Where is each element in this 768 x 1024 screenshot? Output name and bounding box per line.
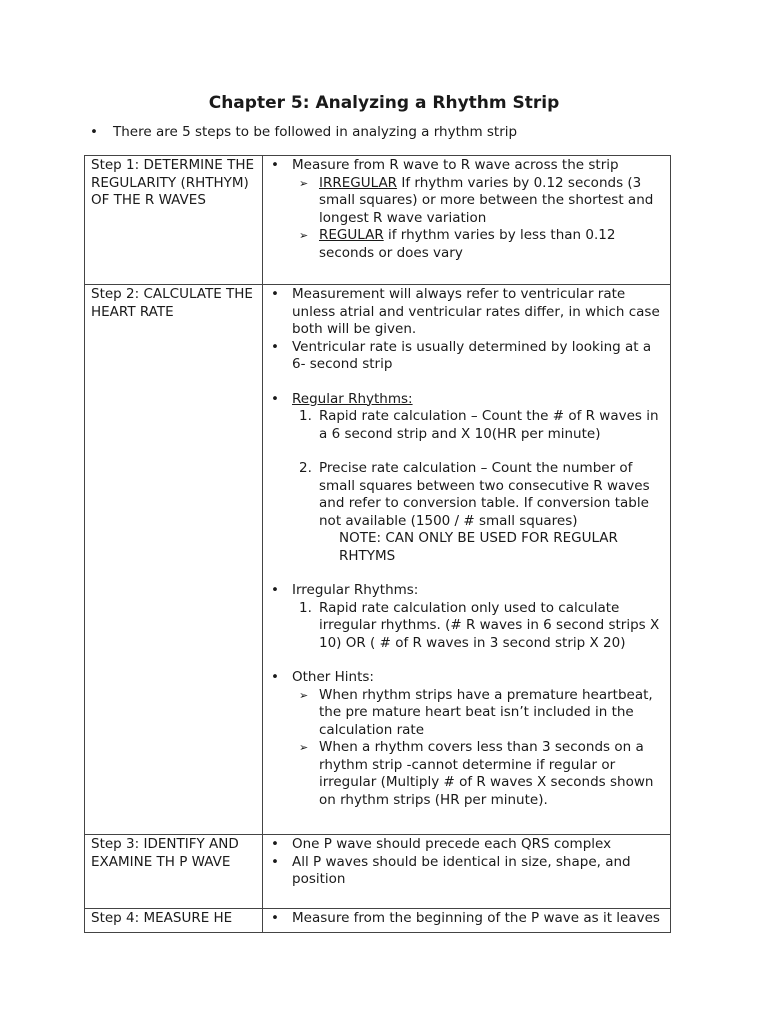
step-label: Step 4: MEASURE HE	[85, 909, 263, 933]
arrow-bullet-icon: ➢	[299, 688, 309, 702]
list-item: • Irregular Rhythms:	[269, 582, 662, 600]
list-item: • Other Hints:	[269, 669, 662, 687]
table-row	[85, 156, 671, 285]
list-item: • All P waves should be identical in size, shape, and position	[269, 854, 662, 889]
step-label: Step 2: CALCULATE THE HEART RATE	[85, 285, 263, 835]
list-item	[269, 408, 662, 443]
list-number: 2.	[299, 460, 312, 476]
step-content	[263, 156, 671, 285]
list-item: • Ventricular rate is usually determined by looking at a 6- second strip	[269, 339, 662, 374]
list-text: Rapid rate calculation only used to calculate irregular rhythms. (# R waves in 6 second strips X 10) OR ( # of R waves in 3 second strip X 20)	[319, 599, 660, 651]
list-item	[269, 460, 662, 530]
note-text: NOTE: CAN ONLY BE USED FOR REGULAR RHTYMS	[339, 530, 618, 564]
regular-term: REGULAR	[319, 227, 384, 243]
list-item: • Measure from R wave to R wave across the strip	[269, 157, 662, 175]
irregular-text: If rhythm varies by 0.12 seconds (3 small squares) or more between the shortest and longest R wave variation	[319, 174, 654, 226]
table-row	[85, 835, 671, 909]
list-item	[269, 600, 662, 653]
bullet-icon: •	[90, 124, 98, 140]
list-text: Precise rate calculation – Count the number of small squares between two consecutive R waves and refer to conversion table. If conversion table not available (1500 / # small squares)	[319, 460, 650, 529]
page-title: Chapter 5: Analyzing a Rhythm Strip	[208, 93, 560, 113]
list-item	[269, 739, 662, 809]
list-item	[269, 687, 662, 740]
list-number: 1.	[299, 408, 312, 424]
list-item: • Measure from the beginning of the P wave as it leaves	[269, 910, 662, 928]
step-label: Step 1: DETERMINE THE REGULARITY (RHTHYM) OF THE R WAVES	[85, 156, 263, 285]
list-number: 1.	[299, 599, 312, 616]
list-item	[269, 175, 662, 228]
irregular-term: IRREGULAR	[319, 174, 398, 191]
arrow-bullet-icon: ➢	[299, 229, 309, 242]
arrow-bullet-icon: ➢	[299, 741, 309, 754]
step-label: Step 3: IDENTIFY AND EXAMINE TH P WAVE	[85, 835, 263, 909]
list-item	[269, 227, 662, 262]
regular-text: if rhythm varies by less than 0.12 seconds or does vary	[319, 227, 616, 261]
step-content	[263, 909, 671, 933]
steps-table	[84, 155, 671, 933]
regular-rhythms-heading: Regular Rhythms:	[292, 390, 413, 407]
step-content	[263, 835, 671, 909]
list-item	[269, 391, 662, 409]
list-item: • Measurement will always refer to ventricular rate unless atrial and ventricular rates differ, in which case both will be given.	[269, 286, 662, 339]
intro-text: There are 5 steps to be followed in analyzing a rhythm strip	[113, 124, 518, 140]
step-content	[263, 285, 671, 835]
list-text: Rapid rate calculation – Count the # of R waves in a 6 second strip and X 10(HR per minute)	[319, 408, 659, 442]
table-row	[85, 909, 671, 933]
list-item: • One P wave should precede each QRS complex	[269, 836, 662, 854]
arrow-bullet-icon: ➢	[299, 176, 309, 190]
table-row	[85, 285, 671, 835]
list-text: When rhythm strips have a premature heartbeat, the pre mature heart beat isn’t included in the calculation rate	[319, 686, 653, 738]
list-text: When a rhythm covers less than 3 seconds on a rhythm strip -cannot determine if regular or irregular (Multiply # of R waves X seconds shown on rhythm strips (HR per minute).	[319, 739, 654, 808]
